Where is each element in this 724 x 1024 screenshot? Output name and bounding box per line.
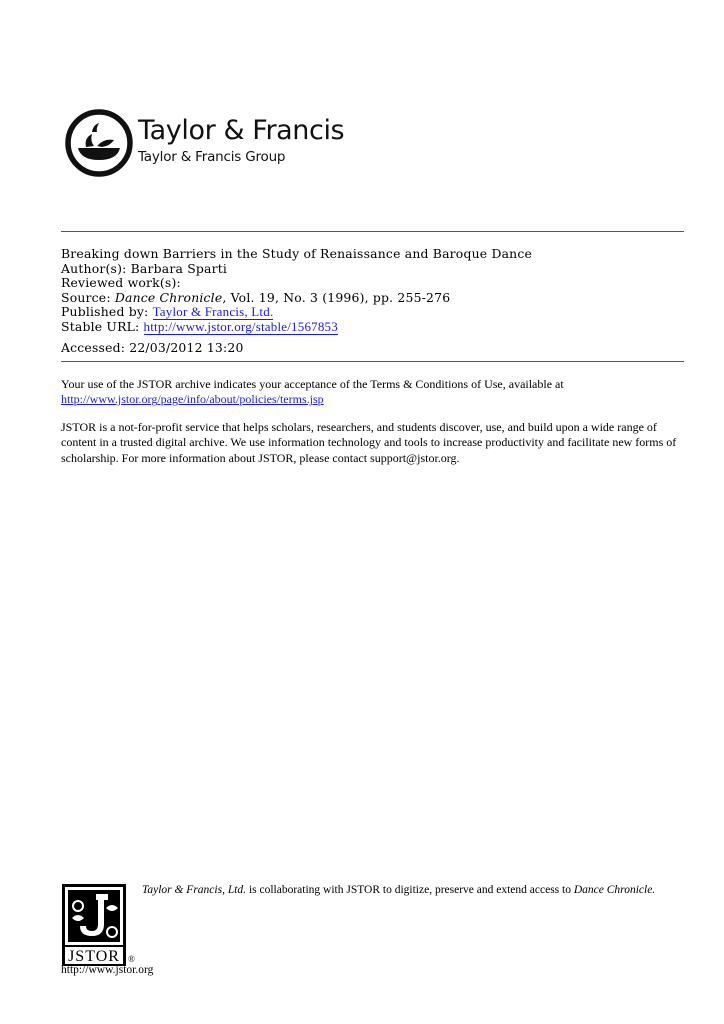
bottom-divider	[61, 361, 684, 362]
accessed-value: 22/03/2012 13:20	[129, 340, 244, 355]
taylor-francis-lamp-logo-icon	[64, 108, 134, 178]
publisher-link[interactable]: Taylor & Francis, Ltd.	[152, 304, 274, 320]
author-line	[61, 262, 532, 277]
stable-url-link[interactable]: http://www.jstor.org/stable/1567853	[143, 318, 338, 334]
published-label: Published by:	[61, 304, 153, 320]
jstor-logo-text: JSTOR	[68, 948, 120, 965]
source-journal: Dance Chronicle	[114, 289, 223, 305]
author-label: Author(s):	[61, 260, 131, 276]
collab-publisher: Taylor & Francis, Ltd.	[142, 884, 247, 896]
article-title: Breaking down Barriers in the Study of Renaissance and Baroque Dance	[61, 246, 533, 261]
accessed-line	[61, 340, 244, 355]
stable-url-label: Stable URL:	[61, 318, 144, 334]
source-details: , Vol. 19, No. 3 (1996), pp. 255-276	[222, 289, 451, 305]
collab-journal: Dance Chronicle.	[573, 884, 656, 896]
registered-mark: ®	[128, 954, 135, 964]
terms-link[interactable]: http://www.jstor.org/page/info/about/policies/terms.jsp	[61, 392, 324, 407]
collab-text: is collaborating with JSTOR to digitize, preserve and extend access to	[246, 884, 574, 896]
jstor-about-text: JSTOR is a not-for-profit service that helps scholars, researchers, and students discover, use, and build upon a wide range of content in a trusted digital archive. We use information technology and tools to increase productivity and facilitate new forms of scholarship. For more information about JSTOR, please contact support@jstor.org.	[61, 420, 677, 465]
publisher-brand-name: Taylor & Francis	[138, 115, 345, 146]
terms-text: Your use of the JSTOR archive indicates your acceptance of the Terms & Conditions of Use, available at	[61, 377, 564, 391]
stable-url-line	[61, 320, 532, 335]
accessed-label: Accessed:	[61, 340, 130, 355]
publisher-logo	[64, 103, 364, 183]
article-metadata	[61, 247, 532, 335]
publisher-group-name: Taylor & Francis Group	[138, 149, 286, 165]
collaboration-statement	[142, 884, 682, 897]
jstor-url[interactable]: http://www.jstor.org	[61, 964, 154, 976]
jstor-logo-icon	[62, 884, 126, 966]
reviewed-works-line: Reviewed work(s):	[61, 275, 181, 291]
terms-notice	[61, 377, 686, 408]
top-divider	[61, 231, 684, 232]
published-by-line	[61, 305, 532, 320]
source-line	[61, 291, 532, 306]
author-value: Barbara Sparti	[130, 260, 228, 276]
source-label: Source:	[61, 289, 115, 305]
